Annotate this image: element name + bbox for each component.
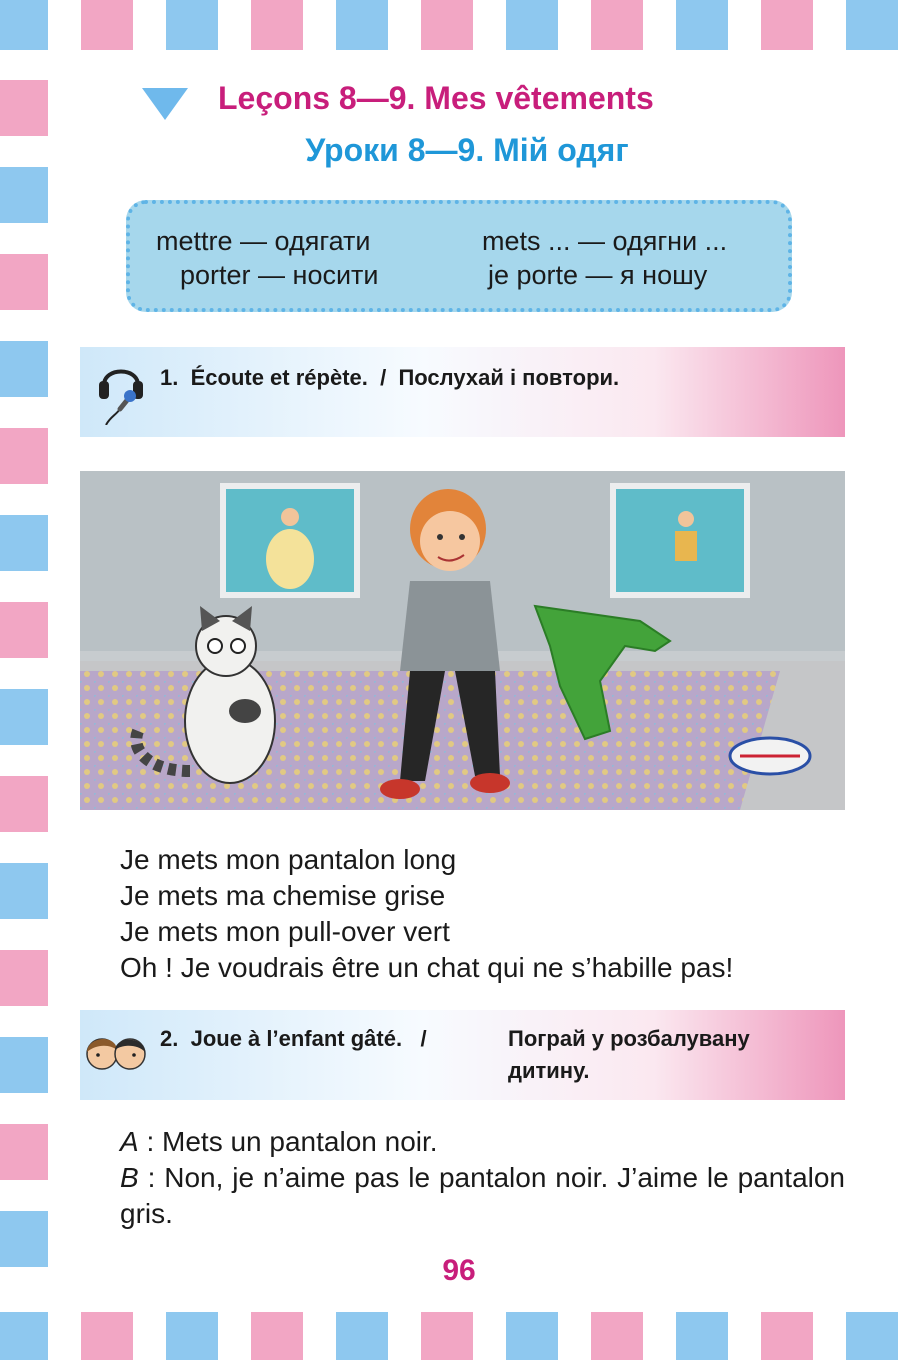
instruction-ukrainian-line: Пограй у розбалувану xyxy=(508,1026,750,1051)
illustration-boy-dressing xyxy=(80,471,845,810)
border-square xyxy=(0,0,48,50)
dialog-line xyxy=(80,1124,845,1160)
border-square xyxy=(81,1312,133,1360)
border-square xyxy=(81,0,133,50)
separator: / xyxy=(380,365,387,390)
dialog-text: : Non, je n’aime pas le pantalon noir. J’aime le pantalon gris. xyxy=(120,1162,845,1229)
border-square xyxy=(0,863,48,919)
border-square xyxy=(421,0,473,50)
dialog-line xyxy=(80,1160,845,1232)
border-square xyxy=(676,0,728,50)
vocab-item: je porte — я ношу xyxy=(488,260,708,290)
border-square xyxy=(166,0,218,50)
border-square xyxy=(166,1312,218,1360)
border-square xyxy=(0,689,48,745)
instruction-ukrainian-line: дитину. xyxy=(508,1058,590,1083)
dialog xyxy=(80,1124,845,1232)
border-square xyxy=(506,1312,558,1360)
headphones-microphone-icon xyxy=(96,359,146,425)
speaker-label: B xyxy=(120,1162,139,1193)
border-square xyxy=(251,1312,303,1360)
exercise-number: 2. xyxy=(160,1026,179,1051)
border-square xyxy=(846,0,898,50)
exercise-1-instruction xyxy=(160,365,619,391)
border-square xyxy=(761,0,813,50)
page-number: 96 xyxy=(442,1254,476,1287)
border-square xyxy=(336,1312,388,1360)
border-square xyxy=(591,0,643,50)
border-square xyxy=(676,1312,728,1360)
illustration-scene xyxy=(80,471,845,810)
exercise-number: 1. xyxy=(160,365,179,390)
poem-line: Je mets ma chemise grise xyxy=(120,880,446,911)
poem xyxy=(120,842,733,986)
border-square xyxy=(0,1124,48,1180)
border-square xyxy=(0,515,48,571)
border-square xyxy=(0,341,48,397)
border-square xyxy=(591,1312,643,1360)
border-square xyxy=(336,0,388,50)
border-square xyxy=(0,428,48,484)
speaker-label: A xyxy=(120,1126,139,1157)
poem-line: Je mets mon pantalon long xyxy=(120,844,457,875)
border-square xyxy=(251,0,303,50)
exercise-1-header xyxy=(80,347,845,437)
vocabulary-box xyxy=(126,200,792,312)
dialog-text: : Mets un pantalon noir. xyxy=(138,1126,438,1157)
border-square xyxy=(0,776,48,832)
vocab-item: porter — носити xyxy=(180,260,379,290)
title-triangle-icon xyxy=(142,88,188,120)
vocab-item: mettre — одягати xyxy=(156,226,371,256)
border-square xyxy=(421,1312,473,1360)
border-square xyxy=(0,602,48,658)
instruction-ukrainian xyxy=(508,1026,750,1084)
poem-line: Je mets mon pull-over vert xyxy=(120,916,450,947)
lesson-title-ukrainian xyxy=(0,132,918,169)
border-square xyxy=(0,254,48,310)
border-square xyxy=(761,1312,813,1360)
border-square xyxy=(846,1312,898,1360)
vocab-item: mets ... — одягни ... xyxy=(482,226,728,256)
lesson-title-ukrainian-text: Уроки 8—9. Мій одяг xyxy=(305,132,629,168)
border-square xyxy=(0,80,48,136)
instruction-french: Écoute et répète. xyxy=(190,365,368,390)
lesson-title-french: Leçons 8—9. Mes vêtements xyxy=(218,80,654,116)
exercise-2-header xyxy=(80,1010,845,1100)
border-square xyxy=(0,167,48,223)
border-square xyxy=(0,1037,48,1093)
separator: / xyxy=(420,1026,427,1051)
two-children-icon xyxy=(82,1030,152,1076)
instruction-ukrainian: Послухай і повтори. xyxy=(398,365,620,390)
border-square xyxy=(506,0,558,50)
exercise-2-instruction xyxy=(160,1026,427,1052)
poem-line: Oh ! Je voudrais être un chat qui ne s’habille pas! xyxy=(120,952,734,983)
instruction-french: Joue à l’enfant gâté. xyxy=(190,1026,403,1051)
border-square xyxy=(0,1312,48,1360)
border-square xyxy=(0,950,48,1006)
